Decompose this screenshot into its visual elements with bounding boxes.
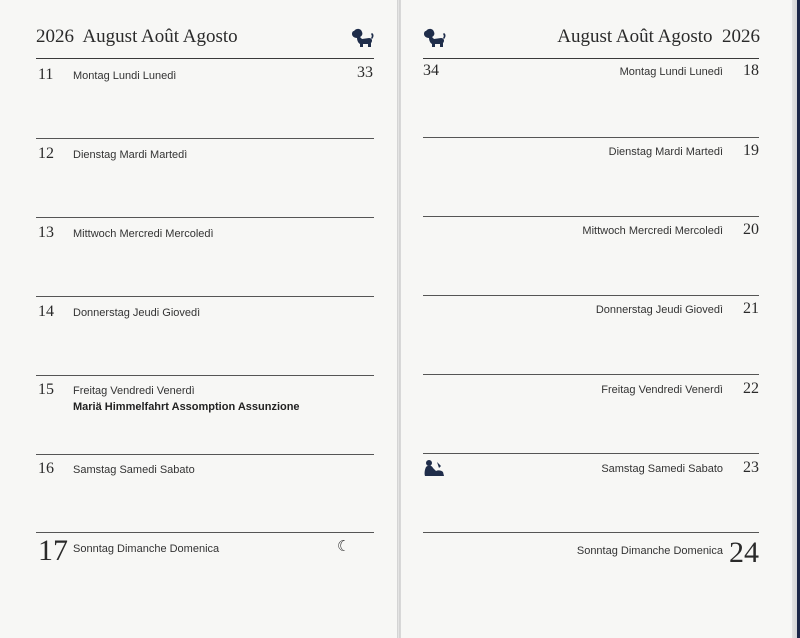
day-number: 15	[38, 381, 54, 398]
day-divider	[36, 296, 374, 297]
day-number: 20	[743, 221, 759, 238]
day-name: Montag Lundi Lunedì	[73, 70, 177, 82]
day-name: Mittwoch Mercredi Mercoledì	[582, 225, 723, 237]
day-name: Donnerstag Jeudi Giovedì	[73, 307, 201, 319]
week-number: 34	[423, 62, 439, 79]
right-month: August Août Agosto	[557, 26, 713, 47]
day-number: 13	[38, 224, 54, 241]
day-number: 22	[743, 380, 759, 397]
day-divider	[36, 217, 374, 218]
holiday-label: Mariä Himmelfahrt Assomption Assunzione	[73, 401, 300, 413]
day-divider	[423, 453, 759, 454]
day-name: Sonntag Dimanche Domenica	[576, 545, 723, 557]
right-header-rule	[423, 58, 759, 59]
day-divider	[36, 454, 374, 455]
day-divider	[36, 375, 374, 376]
left-page	[0, 0, 398, 638]
day-number: 16	[38, 460, 54, 477]
day-name: Dienstag Mardi Martedì	[608, 146, 723, 158]
day-name: Freitag Vendredi Venerdì	[601, 384, 723, 396]
right-year: 2026	[722, 26, 760, 47]
day-number: 23	[743, 459, 759, 476]
day-name: Montag Lundi Lunedì	[619, 66, 723, 78]
left-year: 2026	[36, 26, 74, 47]
right-page	[400, 0, 793, 638]
virgo-icon	[423, 459, 445, 477]
day-number: 18	[743, 62, 759, 79]
moon-icon: ☾	[337, 538, 351, 555]
book-edge	[792, 0, 800, 638]
day-divider	[423, 374, 759, 375]
day-name: Samstag Samedi Sabato	[601, 463, 723, 475]
day-number: 19	[743, 142, 759, 159]
day-name: Sonntag Dimanche Domenica	[73, 543, 220, 555]
lion-icon	[422, 28, 446, 48]
day-divider	[36, 532, 374, 533]
day-divider	[36, 138, 374, 139]
left-month: August Août Agosto	[82, 26, 238, 47]
day-number: 17	[38, 534, 68, 567]
day-name: Samstag Samedi Sabato	[73, 464, 195, 476]
lion-icon	[350, 28, 374, 48]
right-header	[557, 26, 760, 48]
day-name: Freitag Vendredi Venerdì	[73, 385, 195, 397]
day-divider	[423, 532, 759, 533]
day-divider	[423, 295, 759, 296]
day-number: 24	[729, 536, 759, 569]
day-number: 11	[38, 66, 54, 83]
week-number: 33	[357, 64, 373, 81]
day-name: Dienstag Mardi Martedì	[73, 149, 188, 161]
day-number: 21	[743, 300, 759, 317]
day-divider	[423, 137, 759, 138]
day-name: Donnerstag Jeudi Giovedì	[595, 304, 723, 316]
left-header	[36, 26, 238, 48]
day-number: 14	[38, 303, 54, 320]
day-name: Mittwoch Mercredi Mercoledì	[73, 228, 214, 240]
day-number: 12	[38, 145, 54, 162]
day-divider	[423, 216, 759, 217]
left-header-rule	[36, 58, 374, 59]
